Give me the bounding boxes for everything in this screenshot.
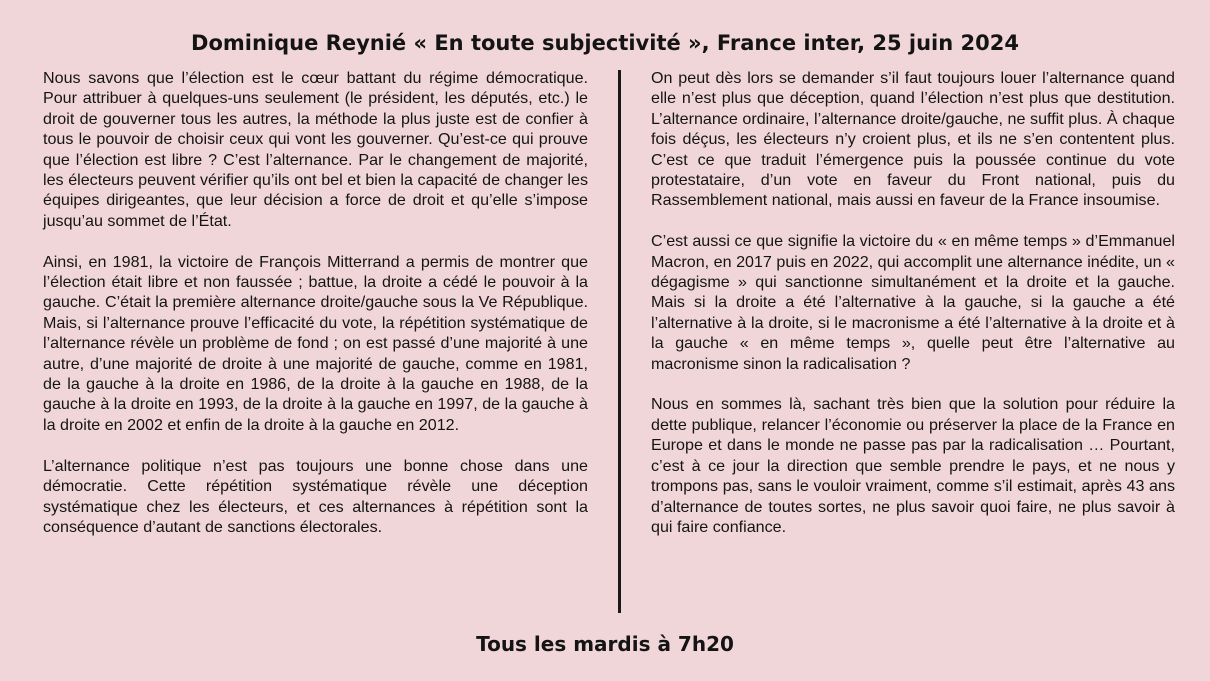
paragraph: Nous en sommes là, sachant très bien que la solution pour réduire la dette publique, relancer l’économie ou préserver la place de la France en Europe et dans le monde ne passe pas par la radicalisation … Pourtant, c’est à ce jour la direction que semble prendre le pays, et ne nous y trompons pas, sans le vouloir vraiment, comme s’il estimait, après 43 ans d’alternance de toutes sortes, ne plus savoir quoi faire, ne plus savoir à qui faire confiance. (651, 395, 1175, 536)
paragraph: Nous savons que l’élection est le cœur battant du régime démocratique. Pour attribuer à quelques-uns seulement (le président, les députés, etc.) le droit de gouverner tous les autres, la méthode la plus juste est de confier à tous le pouvoir de choisir ceux qui vont les gouverner. Qu’est-ce qui prouve que l’élection est libre ? C’est l’alternance. Par le changement de majorité, les électeurs peuvent vérifier qu’ils ont bel et bien la capacité de changer les équipes dirigeantes, que leur décision a force de droit et qu’elle s’impose jusqu’au sommet de l’État. (43, 69, 588, 230)
paragraph: On peut dès lors se demander s’il faut toujours louer l’alternance quand elle n’est plus que déception, quand l’élection n’est plus que destitution. L’alternance ordinaire, l’alternance droite/gauche, ne suffit plus. À chaque fois déçus, les électeurs n’y croient plus, et ils ne s’en contentent plus. C’est ce que traduit l’émergence puis la poussée continue du vote protestataire, d’un vote en faveur du Front national, puis du Rassemblement national, mais aussi en faveur de la France insoumise. (651, 69, 1175, 210)
column-divider (618, 70, 621, 613)
paragraph: Ainsi, en 1981, la victoire de François Mitterrand a permis de montrer que l’élection était libre et non faussée ; battue, la droite a cédé le pouvoir à la gauche. C’était la première alternance droite/gauche sous la Ve République. Mais, si l’alternance prouve l’efficacité du vote, la répétition systématique de l’alternance révèle un problème de fond ; on est passé d’une majorité à une autre, d’une majorité de droite à une majorité de gauche, comme en 1981, de la gauche à la droite en 1986, de la droite à la gauche en 1988, de la gauche à la droite en 1993, de la droite à la gauche en 1997, de la gauche à la droite en 2002 et enfin de la droite à la gauche en 2012. (43, 252, 588, 434)
footer-schedule: Tous les mardis à 7h20 (476, 632, 734, 656)
paragraph: C’est aussi ce que signifie la victoire du « en même temps » d’Emmanuel Macron, en 2017 puis en 2022, qui accomplit une alternance inédite, un « dégagisme » qui sanctionne simultanément et la droite et la gauche. Mais si la droite a été l’alternative à la gauche, si la gauche a été l’alternative à la droite, si le macronisme a été l’alternative à la droite et à la gauche « en même temps », quelle peut être l’alternative au macronisme sinon la radicalisation ? (651, 232, 1175, 373)
right-column (651, 68, 1175, 558)
page-title: Dominique Reynié « En toute subjectivité », France inter, 25 juin 2024 (191, 31, 1019, 55)
left-column (43, 68, 588, 558)
paragraph: L’alternance politique n’est pas toujours une bonne chose dans une démocratie. Cette répétition systématique révèle une déception systématique chez les électeurs, et ces alternances à répétition sont la conséquence d’autant de sanctions électorales. (43, 456, 588, 536)
